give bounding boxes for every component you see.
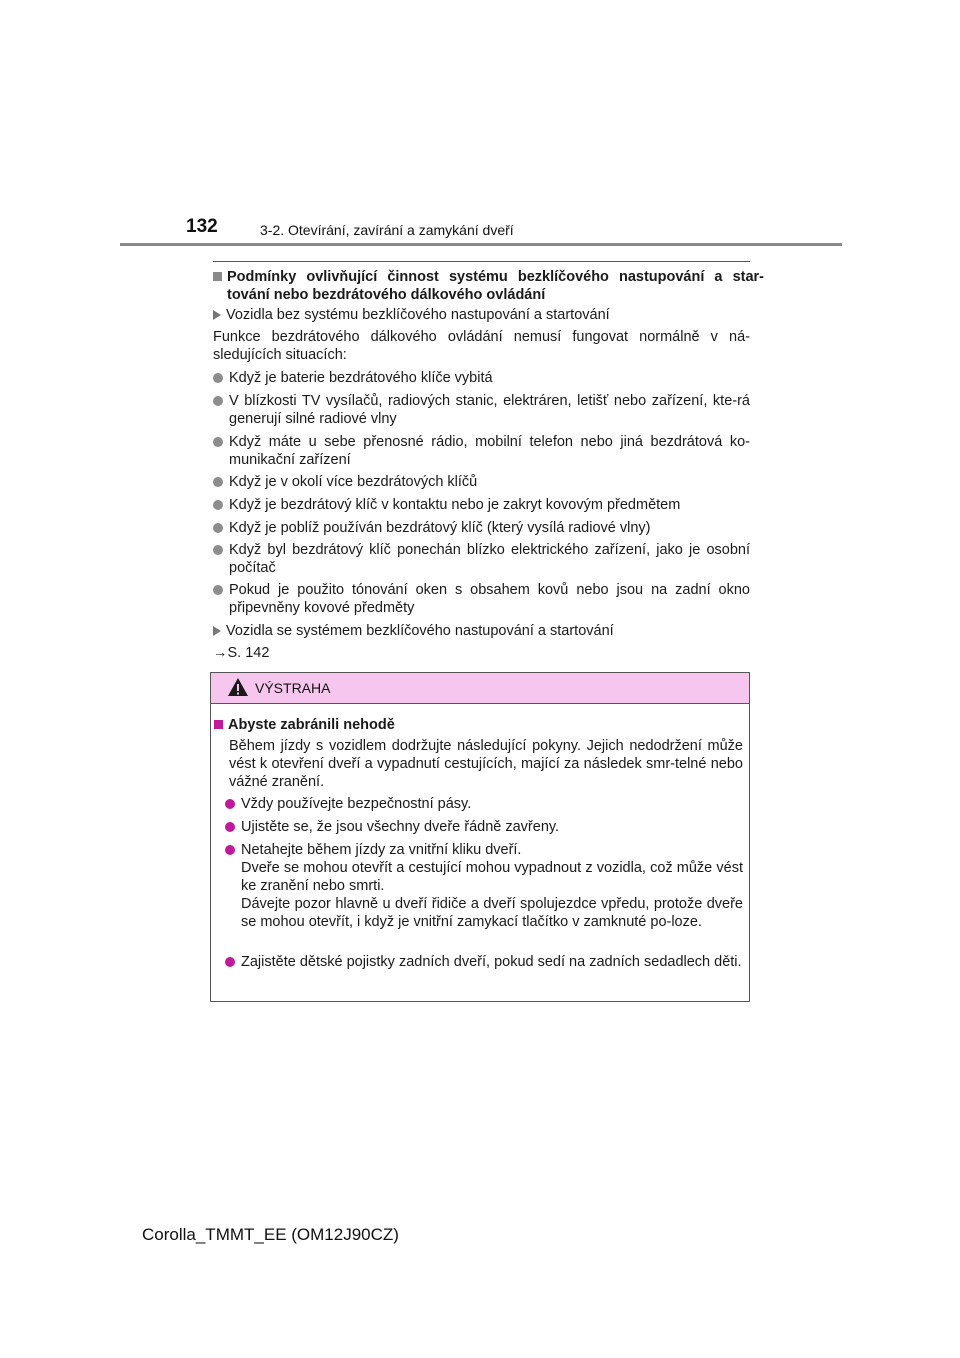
bullet-dot-icon — [213, 396, 223, 406]
warning-box — [210, 672, 750, 1002]
subheading-with-system: Vozidla se systémem bezklíčového nastupování a startování — [213, 622, 750, 640]
warning-heading: Abyste zabránili nehodě — [214, 716, 744, 734]
header-rule — [120, 243, 842, 246]
warning-intro: Během jízdy s vozidlem dodržujte následující pokyny. Jejich nedodržení může vést k otevření dveří a vypadnutí cestujících, mající za následek smr-telné nebo vážné zranění. — [229, 738, 743, 790]
list-item: Když je baterie bezdrátového klíče vybitá — [213, 369, 750, 387]
triangle-right-icon — [213, 626, 221, 636]
triangle-right-icon — [213, 310, 221, 320]
list-item: Zajistěte dětské pojistky zadních dveří, pokud sedí na zadních sedadlech děti. — [225, 953, 743, 971]
bullet-dot-icon — [213, 523, 223, 533]
list-item: Pokud je použito tónování oken s obsahem kovů nebo jsou na zadní okno připevněny kovové předměty — [213, 581, 750, 617]
bullet-dot-icon — [225, 957, 235, 967]
warning-header — [211, 673, 749, 704]
section-title: 3-2. Otevírání, zavírání a zamykání dveří — [260, 222, 514, 238]
heading-rule — [213, 261, 750, 262]
list-item: Ujistěte se, že jsou všechny dveře řádně zavřeny. — [225, 818, 743, 836]
bullet-dot-icon — [213, 500, 223, 510]
list-item: Když byl bezdrátový klíč ponechán blízko elektrického zařízení, jako je osobní počítač — [213, 541, 750, 577]
list-item: Když je v okolí více bezdrátových klíčů — [213, 473, 750, 491]
list-item: Když je bezdrátový klíč v kontaktu nebo je zakryt kovovým předmětem — [213, 496, 750, 514]
bullet-dot-icon — [213, 437, 223, 447]
bullet-dot-icon — [225, 822, 235, 832]
page-reference-link[interactable]: →S. 142 — [213, 645, 270, 661]
warning-title: VÝSTRAHA — [255, 680, 331, 696]
list-item: Když máte u sebe přenosné rádio, mobilní telefon nebo jiná bezdrátová ko-munikační zařízení — [213, 433, 750, 469]
section-heading: Podmínky ovlivňující činnost systému bezklíčového nastupování a star-tování nebo bezdrátového dálkového ovládání — [213, 268, 764, 304]
list-item: Když je poblíž používán bezdrátový klíč (který vysílá radiové vlny) — [213, 519, 750, 537]
page-number: 132 — [186, 216, 218, 237]
bullet-dot-icon — [225, 845, 235, 855]
list-item: Netahejte během jízdy za vnitřní kliku dveří. Dveře se mohou otevřít a cestující mohou vypadnout z vozidla, což může vést ke zranění nebo smrti. Dávejte pozor hlavně u dveří řidiče a dveří spolujezdce vpředu, protože dveře se mohou otevřít, i když je vnitřní zamykací tlačítko v zamknuté po-loze. — [225, 841, 743, 931]
square-bullet-icon — [213, 272, 222, 281]
subheading-without-system: Vozidla bez systému bezklíčového nastupování a startování — [213, 306, 750, 324]
bullet-dot-icon — [213, 477, 223, 487]
bullet-dot-icon — [213, 585, 223, 595]
warning-triangle-icon — [227, 677, 249, 697]
bullet-dot-icon — [213, 545, 223, 555]
square-bullet-icon — [214, 720, 223, 729]
list-item: V blízkosti TV vysílačů, radiových stanic, elektráren, letišť nebo zařízení, kte-rá generují silné radiové vlny — [213, 392, 750, 428]
bullet-dot-icon — [225, 799, 235, 809]
intro-paragraph: Funkce bezdrátového dálkového ovládání nemusí fungovat normálně v ná-sledujících situacích: — [213, 329, 750, 363]
bullet-dot-icon — [213, 373, 223, 383]
list-item: Vždy používejte bezpečnostní pásy. — [225, 795, 743, 813]
footer-document-code: Corolla_TMMT_EE (OM12J90CZ) — [142, 1225, 399, 1244]
